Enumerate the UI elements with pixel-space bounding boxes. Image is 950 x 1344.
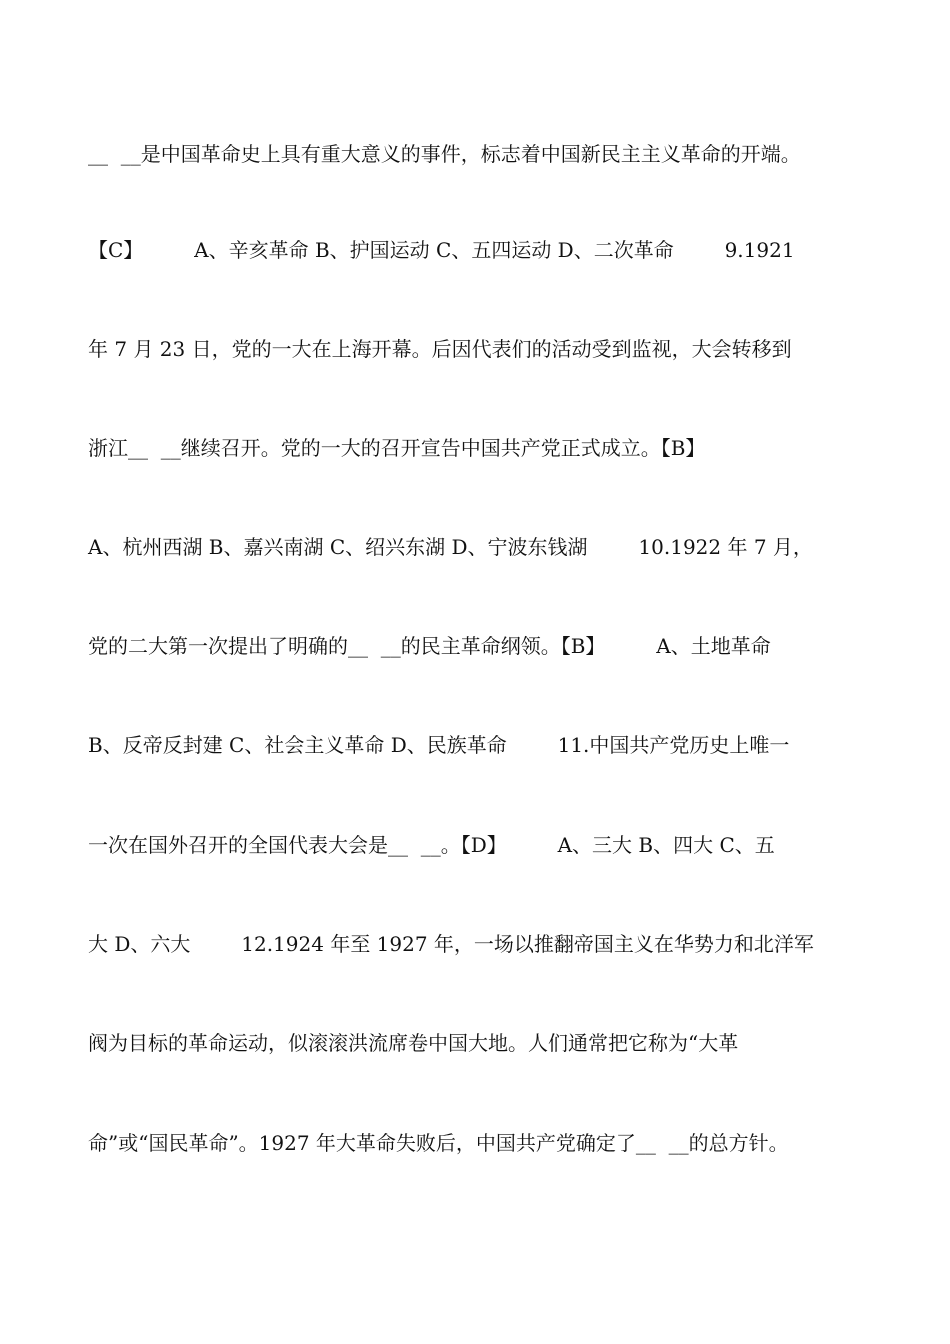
text-line: 一次在国外召开的全国代表大会是__ __。【D】 A、三大 B、四大 C、五 bbox=[88, 833, 775, 857]
text-line: 命”或“国民革命”。1927 年大革命失败后，中国共产党确定了__ __的总方针。 bbox=[88, 1131, 789, 1155]
text-line: A、杭州西湖 B、嘉兴南湖 C、绍兴东湖 D、宁波东钱湖 10.1922 年 7 月， bbox=[88, 535, 813, 559]
text-line: 阀为目标的革命运动，似滚滚洪流席卷中国大地。人们通常把它称为“大革 bbox=[88, 1031, 739, 1055]
text-line: 年 7 月 23 日，党的一大在上海开幕。后因代表们的活动受到监视，大会转移到 bbox=[88, 337, 792, 361]
text-line: B、反帝反封建 C、社会主义革命 D、民族革命 11.中国共产党历史上唯一 bbox=[88, 733, 790, 757]
text-line: 【C】 A、辛亥革命 B、护国运动 C、五四运动 D、二次革命 9.1921 bbox=[88, 238, 795, 262]
text-line: 浙江__ __继续召开。党的一大的召开宣告中国共产党正式成立。【B】 bbox=[88, 436, 706, 460]
text-line: __ __是中国革命史上具有重大意义的事件，标志着中国新民主主义革命的开端。 bbox=[88, 142, 801, 166]
text-line: 党的二大第一次提出了明确的__ __的民主革命纲领。【B】 A、土地革命 bbox=[88, 634, 771, 658]
text-line: 大 D、六大 12.1924 年至 1927 年，一场以推翻帝国主义在华势力和北洋军 bbox=[88, 932, 814, 956]
